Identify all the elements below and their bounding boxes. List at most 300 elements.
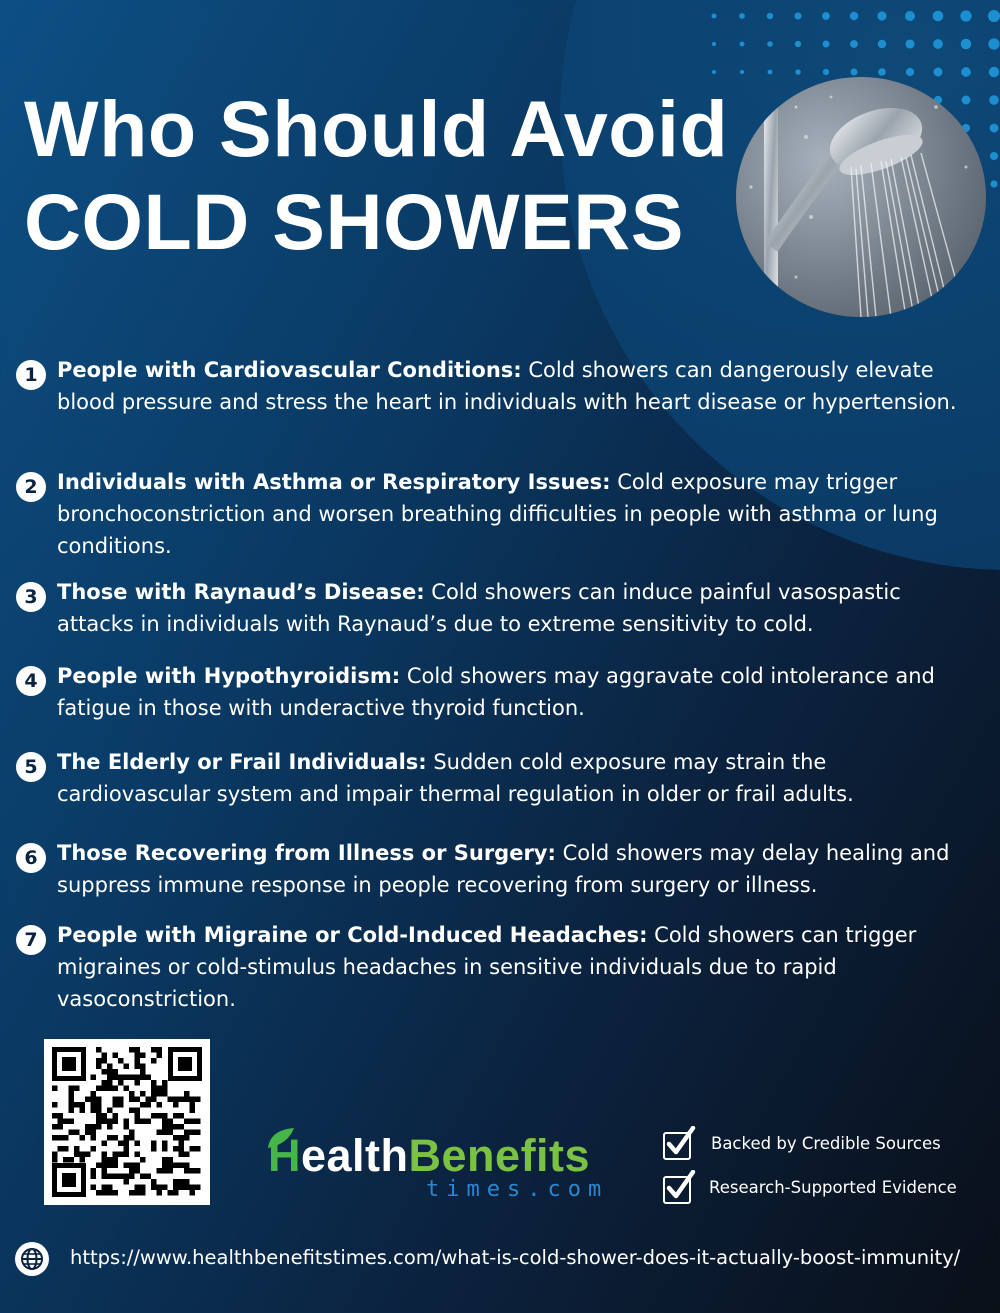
number-badge: 3 bbox=[16, 582, 46, 612]
qr-module bbox=[96, 1119, 102, 1125]
qr-module bbox=[173, 1163, 179, 1169]
qr-module bbox=[135, 1141, 141, 1147]
qr-module bbox=[162, 1130, 168, 1136]
qr-module bbox=[173, 1185, 179, 1191]
qr-module bbox=[124, 1179, 130, 1185]
qr-module bbox=[91, 1135, 97, 1141]
qr-module bbox=[96, 1108, 102, 1114]
number-badge: 5 bbox=[16, 752, 46, 782]
number-badge: 7 bbox=[16, 925, 46, 955]
source-url-link[interactable]: https://www.healthbenefitstimes.com/what-is-cold-shower-does-it-actually-boost-immunity/ bbox=[70, 1246, 961, 1269]
qr-module bbox=[179, 1124, 185, 1130]
qr-module bbox=[107, 1075, 113, 1081]
qr-module bbox=[151, 1091, 157, 1097]
qr-module bbox=[140, 1069, 146, 1075]
item-text bbox=[57, 919, 975, 1015]
qr-module bbox=[195, 1097, 201, 1103]
qr-module bbox=[195, 1146, 201, 1152]
badge-label: Research-Supported Evidence bbox=[709, 1178, 957, 1197]
item-heading: Those with Raynaud’s Disease: bbox=[57, 580, 425, 604]
title-line-2: COLD SHOWERS bbox=[24, 177, 684, 266]
qr-module bbox=[135, 1075, 141, 1081]
qr-module bbox=[168, 1097, 174, 1103]
item-heading: People with Cardiovascular Conditions: bbox=[57, 358, 522, 382]
decorative-dot bbox=[960, 10, 971, 21]
qr-module bbox=[91, 1075, 97, 1081]
decorative-dot bbox=[739, 13, 745, 19]
decorative-dot bbox=[878, 68, 886, 76]
qr-module bbox=[118, 1097, 124, 1103]
decorative-dot bbox=[990, 152, 998, 160]
qr-module bbox=[135, 1047, 141, 1053]
qr-module bbox=[129, 1097, 135, 1103]
qr-module bbox=[118, 1141, 124, 1147]
qr-module bbox=[195, 1130, 201, 1136]
qr-module bbox=[118, 1174, 124, 1180]
qr-module bbox=[162, 1141, 168, 1147]
qr-module bbox=[151, 1179, 157, 1185]
qr-module bbox=[52, 1102, 58, 1108]
qr-module bbox=[184, 1168, 190, 1174]
decorative-dot bbox=[989, 67, 999, 77]
qr-module bbox=[80, 1135, 86, 1141]
qr-module bbox=[140, 1190, 146, 1196]
qr-module bbox=[69, 1108, 75, 1114]
qr-module bbox=[151, 1097, 157, 1103]
qr-module bbox=[190, 1146, 196, 1152]
qr-module bbox=[140, 1102, 146, 1108]
qr-module bbox=[151, 1047, 157, 1053]
qr-module bbox=[102, 1053, 108, 1059]
qr-module bbox=[173, 1102, 179, 1108]
checkmark-icon bbox=[663, 1132, 691, 1160]
decorative-dot bbox=[768, 70, 773, 75]
qr-module bbox=[113, 1119, 119, 1125]
decorative-dot bbox=[712, 14, 717, 19]
qr-module bbox=[118, 1075, 124, 1081]
item-text bbox=[57, 466, 975, 562]
qr-module bbox=[91, 1174, 97, 1180]
decorative-dot bbox=[795, 69, 801, 75]
qr-module bbox=[135, 1058, 141, 1064]
qr-module bbox=[102, 1190, 108, 1196]
title-line-1: Who Should Avoid bbox=[24, 84, 729, 173]
qr-module bbox=[184, 1097, 190, 1103]
qr-module bbox=[140, 1064, 146, 1070]
qr-module bbox=[102, 1058, 108, 1064]
qr-module bbox=[124, 1152, 130, 1158]
qr-module bbox=[85, 1152, 91, 1158]
qr-module bbox=[151, 1185, 157, 1191]
qr-module bbox=[58, 1113, 64, 1119]
qr-module bbox=[113, 1113, 119, 1119]
decorative-dot bbox=[823, 69, 829, 75]
decorative-dot bbox=[712, 42, 716, 46]
qr-module bbox=[140, 1091, 146, 1097]
qr-module bbox=[184, 1185, 190, 1191]
qr-module bbox=[135, 1113, 141, 1119]
logo-subtitle: times.com bbox=[426, 1177, 609, 1202]
qr-module bbox=[107, 1108, 113, 1114]
qr-module bbox=[184, 1135, 190, 1141]
qr-module bbox=[69, 1091, 75, 1097]
qr-module bbox=[113, 1097, 119, 1103]
qr-module bbox=[151, 1086, 157, 1092]
decorative-dot bbox=[822, 12, 830, 20]
qr-module bbox=[168, 1190, 174, 1196]
decorative-dot bbox=[906, 68, 914, 76]
decorative-dot bbox=[933, 39, 943, 49]
qr-module bbox=[135, 1064, 141, 1070]
qr-module bbox=[173, 1097, 179, 1103]
qr-module bbox=[179, 1097, 185, 1103]
decorative-dot bbox=[905, 39, 914, 48]
qr-module bbox=[58, 1119, 64, 1125]
qr-module bbox=[85, 1130, 91, 1136]
qr-module bbox=[151, 1080, 157, 1086]
badge-label: Backed by Credible Sources bbox=[711, 1134, 941, 1153]
qr-module bbox=[157, 1086, 163, 1092]
qr-module bbox=[157, 1185, 163, 1191]
qr-module bbox=[96, 1097, 102, 1103]
qr-module bbox=[179, 1179, 185, 1185]
qr-module bbox=[179, 1185, 185, 1191]
qr-module bbox=[190, 1130, 196, 1136]
qr-module bbox=[63, 1119, 69, 1125]
qr-module bbox=[129, 1135, 135, 1141]
decorative-dot bbox=[740, 42, 745, 47]
decorative-dot bbox=[823, 41, 830, 48]
qr-module bbox=[107, 1157, 113, 1163]
decorative-dot bbox=[851, 69, 858, 76]
qr-module bbox=[96, 1086, 102, 1092]
qr-module bbox=[168, 1124, 174, 1130]
qr-module bbox=[74, 1152, 80, 1158]
number-badge: 4 bbox=[16, 666, 46, 696]
qr-module bbox=[91, 1097, 97, 1103]
qr-module bbox=[69, 1130, 75, 1136]
qr-module bbox=[173, 1113, 179, 1119]
qr-module bbox=[96, 1163, 102, 1169]
qr-module bbox=[80, 1102, 86, 1108]
decorative-dot bbox=[794, 12, 801, 19]
decorative-dot bbox=[767, 41, 773, 47]
qr-module bbox=[179, 1113, 185, 1119]
qr-module bbox=[52, 1152, 58, 1158]
qr-module bbox=[151, 1113, 157, 1119]
qr-module bbox=[140, 1119, 146, 1125]
qr-module bbox=[113, 1174, 119, 1180]
qr-module bbox=[69, 1102, 75, 1108]
qr-module bbox=[63, 1146, 69, 1152]
qr-module bbox=[96, 1102, 102, 1108]
number-badge: 1 bbox=[16, 360, 46, 390]
qr-module bbox=[91, 1130, 97, 1136]
qr-module bbox=[96, 1058, 102, 1064]
item-text bbox=[57, 576, 975, 640]
qr-module bbox=[102, 1174, 108, 1180]
qr-module bbox=[124, 1075, 130, 1081]
qr-module bbox=[52, 1124, 58, 1130]
qr-module bbox=[140, 1157, 146, 1163]
qr-module bbox=[113, 1163, 119, 1169]
qr-module bbox=[146, 1119, 152, 1125]
qr-module bbox=[85, 1097, 91, 1103]
qr-module bbox=[184, 1119, 190, 1125]
qr-module bbox=[190, 1102, 196, 1108]
qr-module bbox=[179, 1135, 185, 1141]
qr-module bbox=[113, 1135, 119, 1141]
decorative-dot bbox=[905, 11, 915, 21]
item-body: Cold showers may delay healing and suppress immune response in people recovering from surgery or illness. bbox=[57, 841, 950, 897]
item-heading: Individuals with Asthma or Respiratory Issues: bbox=[57, 470, 611, 494]
qr-module bbox=[195, 1168, 201, 1174]
qr-module bbox=[69, 1097, 75, 1103]
qr-module bbox=[129, 1168, 135, 1174]
qr-module bbox=[124, 1064, 130, 1070]
qr-module bbox=[195, 1119, 201, 1125]
qr-module bbox=[129, 1075, 135, 1081]
qr-module bbox=[162, 1091, 168, 1097]
qr-module bbox=[124, 1174, 130, 1180]
qr-module bbox=[107, 1069, 113, 1075]
qr-code-icon[interactable] bbox=[44, 1039, 210, 1205]
qr-module bbox=[129, 1190, 135, 1196]
qr-module bbox=[113, 1152, 119, 1158]
item-body: Sudden cold exposure may strain the cardiovascular system and impair thermal regulation in older or frail adults. bbox=[57, 750, 854, 806]
qr-module bbox=[190, 1168, 196, 1174]
qr-module bbox=[107, 1119, 113, 1125]
qr-module bbox=[146, 1097, 152, 1103]
qr-module bbox=[124, 1119, 130, 1125]
qr-module bbox=[80, 1108, 86, 1114]
qr-module bbox=[80, 1152, 86, 1158]
qr-module bbox=[63, 1157, 69, 1163]
qr-module bbox=[162, 1163, 168, 1169]
qr-module bbox=[124, 1163, 130, 1169]
qr-module bbox=[96, 1064, 102, 1070]
decorative-dot bbox=[712, 70, 716, 74]
qr-module bbox=[151, 1058, 157, 1064]
decorative-dot bbox=[990, 124, 999, 133]
qr-module bbox=[91, 1124, 97, 1130]
item-text bbox=[57, 746, 975, 810]
qr-module bbox=[190, 1190, 196, 1196]
item-heading: People with Migraine or Cold-Induced Headaches: bbox=[57, 923, 648, 947]
qr-module bbox=[107, 1080, 113, 1086]
qr-module bbox=[85, 1124, 91, 1130]
qr-module bbox=[168, 1157, 174, 1163]
qr-module bbox=[184, 1130, 190, 1136]
qr-module bbox=[179, 1141, 185, 1147]
qr-module bbox=[74, 1086, 80, 1092]
qr-module bbox=[102, 1157, 108, 1163]
qr-module bbox=[146, 1174, 152, 1180]
qr-module bbox=[135, 1080, 141, 1086]
qr-module bbox=[157, 1113, 163, 1119]
qr-module bbox=[52, 1135, 58, 1141]
qr-module bbox=[135, 1185, 141, 1191]
logo-benefits: Benefits bbox=[408, 1130, 591, 1181]
qr-module bbox=[173, 1179, 179, 1185]
qr-module bbox=[96, 1113, 102, 1119]
qr-module bbox=[96, 1190, 102, 1196]
qr-module bbox=[157, 1102, 163, 1108]
badge-credible-sources bbox=[663, 1130, 983, 1164]
decorative-dot bbox=[961, 39, 972, 50]
qr-module bbox=[184, 1152, 190, 1158]
qr-module bbox=[113, 1157, 119, 1163]
qr-module bbox=[135, 1108, 141, 1114]
qr-module bbox=[52, 1113, 58, 1119]
decorative-dot bbox=[850, 12, 859, 21]
decorative-dot bbox=[850, 40, 858, 48]
qr-module bbox=[107, 1135, 113, 1141]
qr-module bbox=[124, 1135, 130, 1141]
qr-module bbox=[190, 1119, 196, 1125]
qr-module bbox=[146, 1075, 152, 1081]
qr-module bbox=[157, 1053, 163, 1059]
number-badge: 2 bbox=[16, 472, 46, 502]
qr-module bbox=[129, 1108, 135, 1114]
qr-module bbox=[135, 1097, 141, 1103]
decorative-dot bbox=[988, 38, 999, 49]
logo-wordmark bbox=[268, 1130, 590, 1182]
item-text bbox=[57, 837, 975, 901]
qr-module bbox=[168, 1119, 174, 1125]
decorative-dot bbox=[877, 11, 886, 20]
decorative-dot bbox=[878, 40, 886, 48]
decorative-dot bbox=[962, 96, 971, 105]
item-text bbox=[57, 660, 975, 724]
qr-module bbox=[195, 1185, 201, 1191]
qr-module bbox=[151, 1146, 157, 1152]
qr-module bbox=[162, 1185, 168, 1191]
qr-module bbox=[113, 1102, 119, 1108]
qr-module bbox=[179, 1146, 185, 1152]
qr-module bbox=[140, 1053, 146, 1059]
item-body: Cold showers can trigger migraines or cold-stimulus headaches in sensitive individuals due to rapid vasoconstriction. bbox=[57, 923, 917, 1011]
qr-module bbox=[140, 1185, 146, 1191]
qr-module bbox=[129, 1130, 135, 1136]
qr-module bbox=[162, 1168, 168, 1174]
decorative-dot bbox=[740, 70, 744, 74]
item-body: Cold exposure may trigger bronchoconstriction and worsen breathing difficulties in people with asthma or lung conditions. bbox=[57, 470, 938, 558]
qr-module bbox=[135, 1163, 141, 1169]
item-heading: Those Recovering from Illness or Surgery: bbox=[57, 841, 556, 865]
qr-module bbox=[140, 1174, 146, 1180]
qr-module bbox=[102, 1086, 108, 1092]
qr-module bbox=[124, 1141, 130, 1147]
qr-module bbox=[102, 1119, 108, 1125]
qr-module bbox=[179, 1152, 185, 1158]
qr-module bbox=[124, 1146, 130, 1152]
decorative-dot bbox=[934, 68, 943, 77]
qr-module bbox=[118, 1080, 124, 1086]
qr-module bbox=[113, 1086, 119, 1092]
qr-module bbox=[96, 1124, 102, 1130]
qr-module bbox=[184, 1163, 190, 1169]
qr-module bbox=[190, 1108, 196, 1114]
qr-module bbox=[102, 1113, 108, 1119]
decorative-dot bbox=[933, 11, 944, 22]
qr-module bbox=[135, 1152, 141, 1158]
qr-module bbox=[102, 1163, 108, 1169]
qr-module bbox=[168, 1130, 174, 1136]
qr-module bbox=[113, 1075, 119, 1081]
qr-module bbox=[91, 1108, 97, 1114]
qr-module bbox=[107, 1086, 113, 1092]
qr-module bbox=[135, 1168, 141, 1174]
decorative-dot bbox=[988, 10, 1000, 22]
item-heading: People with Hypothyroidism: bbox=[57, 664, 401, 688]
qr-module bbox=[107, 1064, 113, 1070]
qr-module bbox=[52, 1157, 58, 1163]
qr-module bbox=[162, 1157, 168, 1163]
qr-module bbox=[162, 1146, 168, 1152]
globe-icon bbox=[15, 1242, 49, 1276]
qr-module bbox=[157, 1168, 163, 1174]
qr-module bbox=[135, 1119, 141, 1125]
qr-module bbox=[102, 1152, 108, 1158]
qr-module bbox=[91, 1168, 97, 1174]
qr-module bbox=[107, 1163, 113, 1169]
qr-module bbox=[157, 1190, 163, 1196]
qr-module bbox=[173, 1124, 179, 1130]
qr-module bbox=[157, 1047, 163, 1053]
qr-module bbox=[162, 1086, 168, 1092]
qr-module bbox=[74, 1130, 80, 1136]
qr-module bbox=[162, 1124, 168, 1130]
qr-module bbox=[107, 1185, 113, 1191]
qr-module bbox=[129, 1091, 135, 1097]
qr-module bbox=[129, 1174, 135, 1180]
qr-module bbox=[63, 1135, 69, 1141]
qr-module bbox=[173, 1190, 179, 1196]
qr-module bbox=[157, 1130, 163, 1136]
qr-module bbox=[168, 1168, 174, 1174]
qr-module bbox=[124, 1086, 130, 1092]
qr-module bbox=[157, 1091, 163, 1097]
badge-research-evidence bbox=[663, 1174, 983, 1208]
shower-head-image bbox=[736, 77, 986, 317]
qr-module bbox=[190, 1185, 196, 1191]
logo-health: ealth bbox=[301, 1130, 409, 1181]
item-body: Cold showers may aggravate cold intolerance and fatigue in those with underactive thyroid function. bbox=[57, 664, 935, 720]
item-body: Cold showers can dangerously elevate blood pressure and stress the heart in individuals with heart disease or hypertension. bbox=[57, 358, 957, 414]
decorative-dot bbox=[990, 180, 997, 187]
qr-module bbox=[80, 1157, 86, 1163]
logo-letter-h: H bbox=[268, 1130, 301, 1181]
item-text bbox=[57, 354, 975, 418]
qr-module bbox=[58, 1135, 64, 1141]
qr-module bbox=[162, 1119, 168, 1125]
qr-module bbox=[135, 1053, 141, 1059]
page-title bbox=[24, 82, 728, 268]
qr-module bbox=[113, 1053, 119, 1059]
decorative-dot bbox=[961, 67, 971, 77]
qr-module bbox=[184, 1091, 190, 1097]
decorative-dot bbox=[767, 13, 773, 19]
qr-module bbox=[69, 1119, 75, 1125]
qr-module bbox=[151, 1141, 157, 1147]
qr-module bbox=[74, 1146, 80, 1152]
qr-module bbox=[102, 1080, 108, 1086]
qr-module bbox=[52, 1086, 58, 1092]
qr-module bbox=[107, 1174, 113, 1180]
qr-module bbox=[102, 1141, 108, 1147]
qr-module bbox=[91, 1091, 97, 1097]
